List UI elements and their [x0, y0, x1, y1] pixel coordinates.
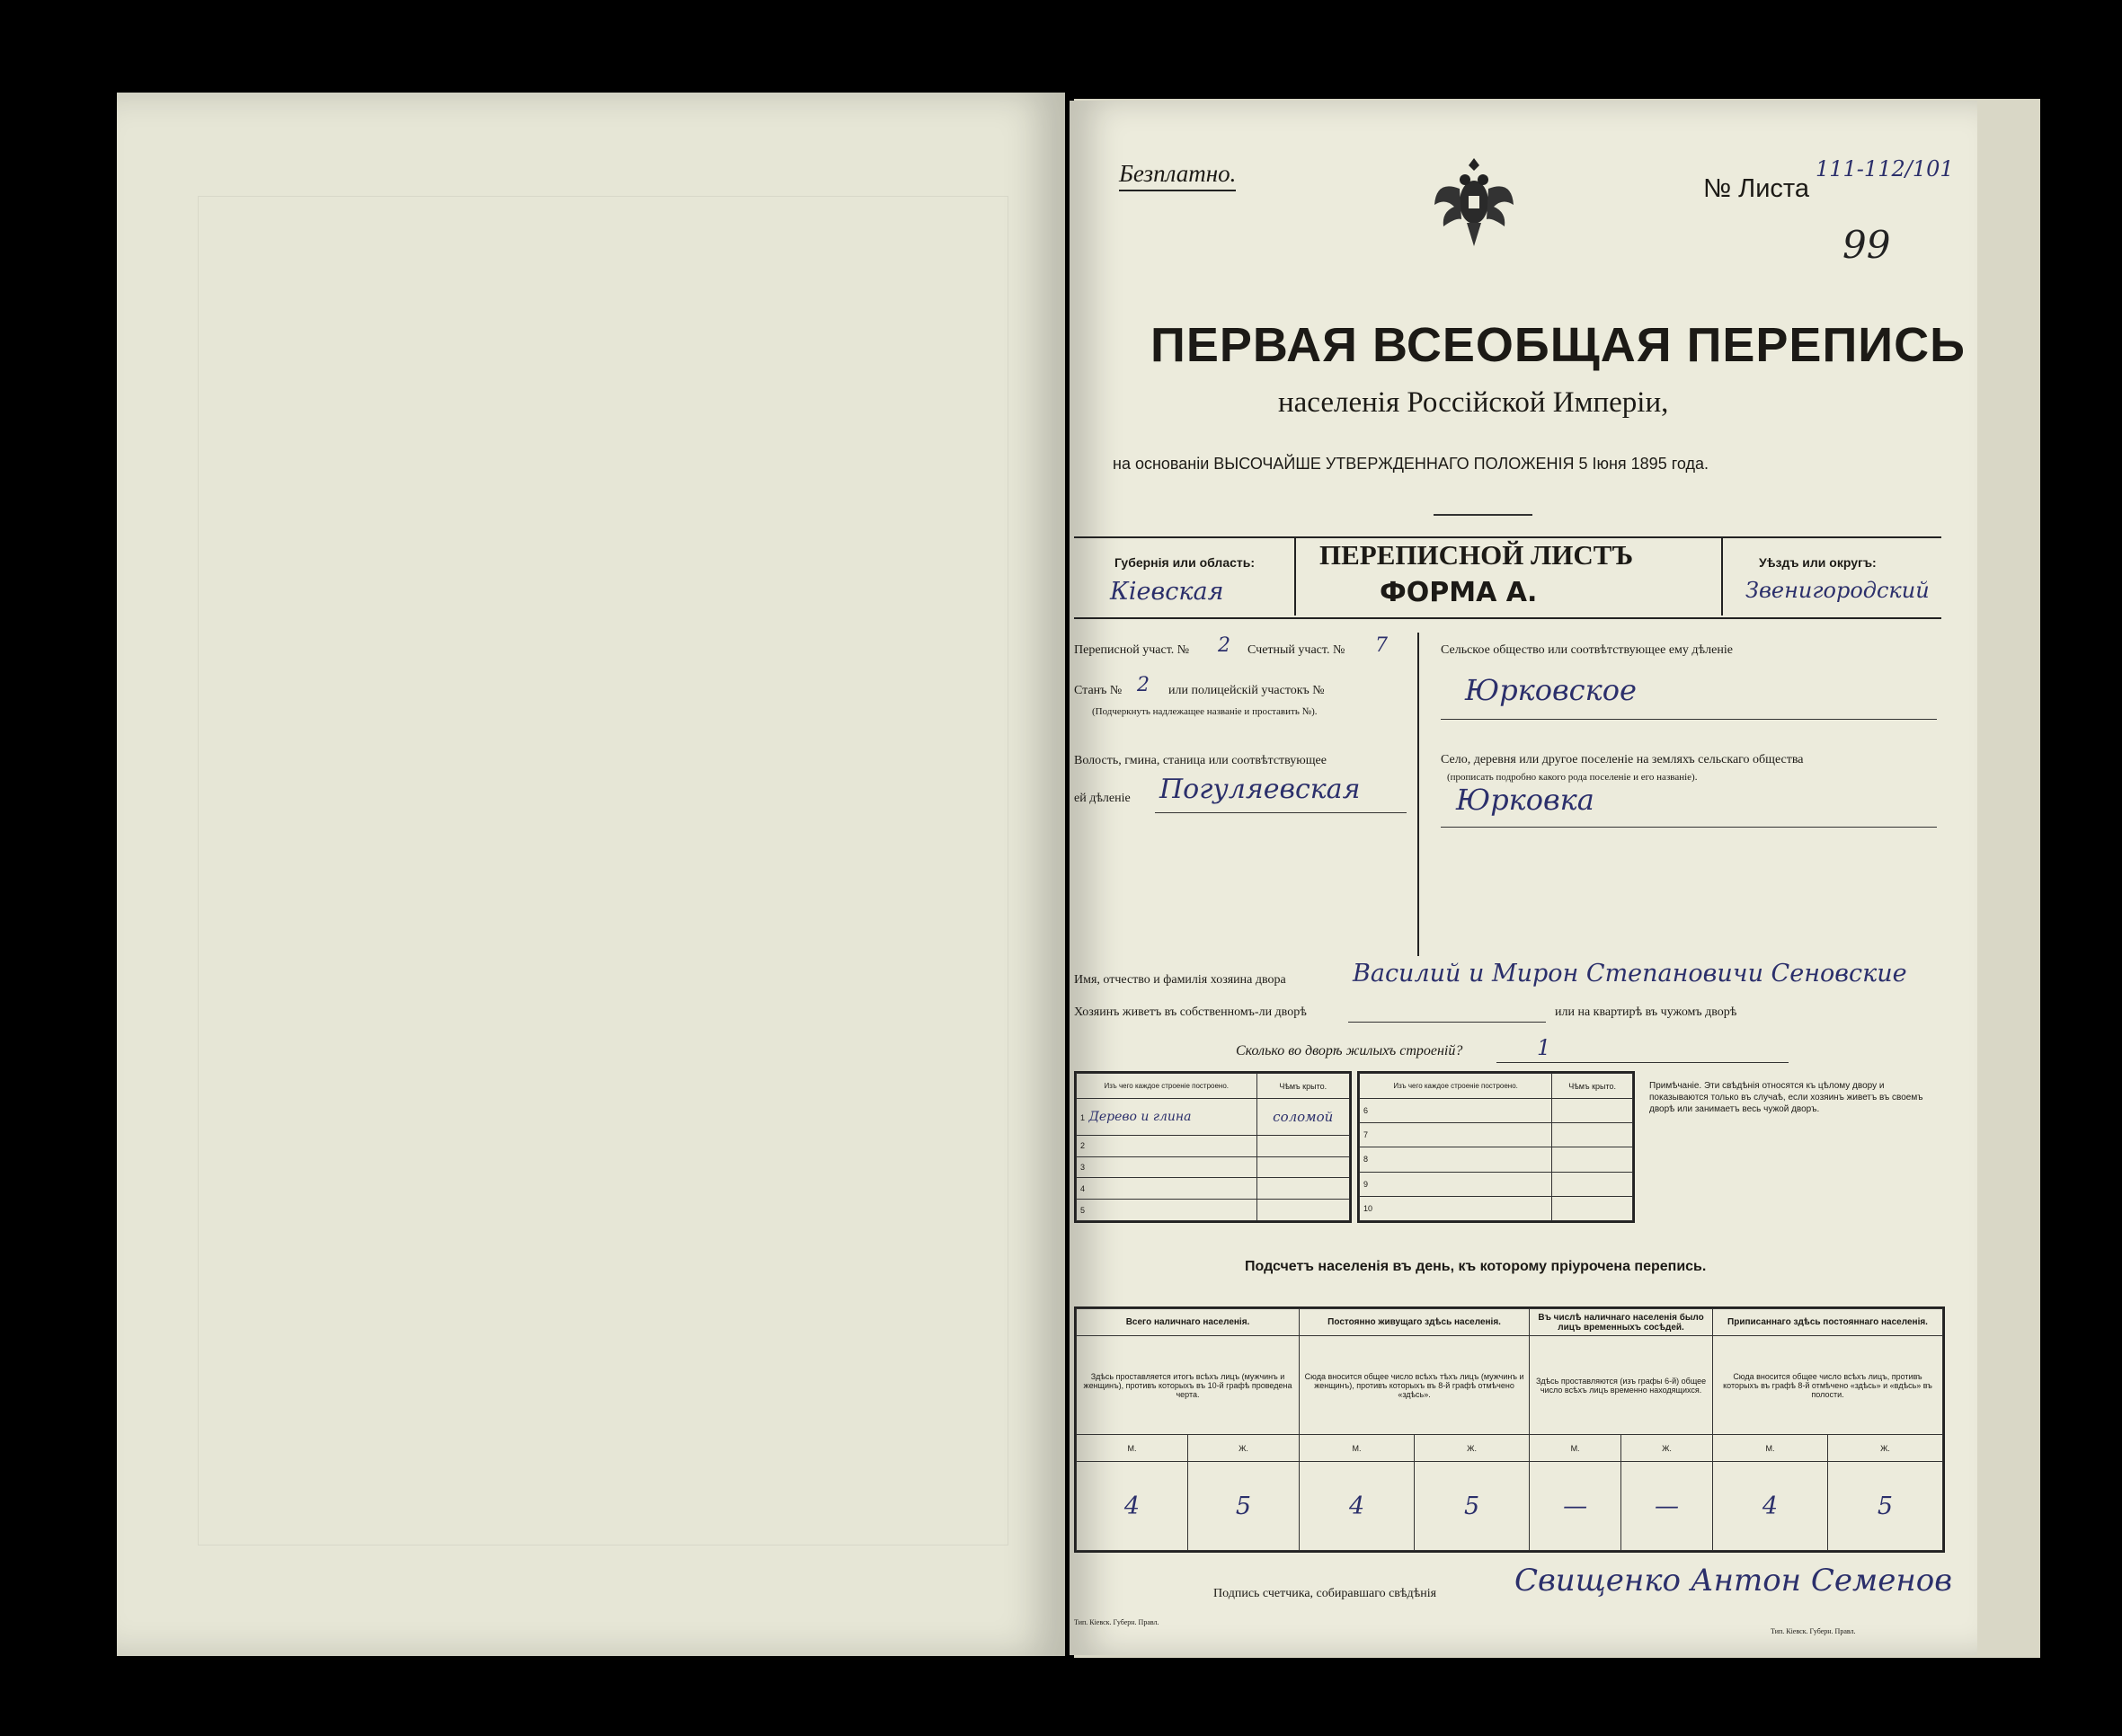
stan-suffix: или полицейскій участокъ №: [1168, 684, 1325, 697]
table-row: [1360, 1099, 1633, 1123]
buildings-underline: [1496, 1062, 1789, 1063]
counting-section-label: Счетный участ. №: [1247, 643, 1345, 657]
row-number: 7: [1360, 1123, 1552, 1147]
row-number: 3: [1077, 1156, 1257, 1178]
sheet-type: ПЕРЕПИСНОЙ ЛИСТЪ: [1319, 539, 1634, 571]
district-label: Уѣздъ или округъ:: [1759, 555, 1877, 570]
group-note: Здѣсь проставляются (изъ графы 6-й) общее число всѣхъ лицъ временно находящихся.: [1530, 1336, 1713, 1435]
volost-underline: [1155, 812, 1407, 813]
sheet-number-handwritten: 111-112/101: [1816, 156, 1954, 182]
census-section-value: 2: [1218, 634, 1230, 657]
female-label: Ж.: [1621, 1435, 1713, 1462]
regulation-basis: на основаніи ВЫСОЧАЙШЕ УТВЕРЖДЕННАГО ПОЛОЖЕНІЯ 5 Іюня 1895 года.: [1113, 455, 1709, 473]
volost-label-2: ей дѣленіе: [1074, 792, 1131, 805]
group-title: Всего наличнаго населенія.: [1077, 1309, 1300, 1336]
enumerator-signature: Свищенко Антон Семенов: [1514, 1563, 1952, 1599]
sheet-number-label: № Листа: [1703, 174, 1809, 203]
volost-label: Волость, гмина, станица или соотвѣтствующее: [1074, 754, 1327, 767]
buildings-label: Сколько во дворѣ жилыхъ строеній?: [1236, 1043, 1463, 1058]
male-count: 4: [1713, 1462, 1828, 1551]
male-label: М.: [1713, 1435, 1828, 1462]
stan-value: 2: [1137, 674, 1150, 696]
row-number: 4: [1077, 1178, 1257, 1200]
buildings-table-right: [1357, 1071, 1635, 1223]
group-title: Въ числѣ наличнаго населенія было лицъ временныхъ сосѣдей.: [1530, 1309, 1713, 1336]
owner-label: Имя, отчество и фамилія хозяина двора: [1074, 973, 1286, 987]
census-subtitle: населенія Россійской Имперіи,: [1278, 386, 1669, 419]
row-number: 10: [1360, 1196, 1552, 1220]
male-label: М.: [1300, 1435, 1415, 1462]
stan-label: Станъ №: [1074, 684, 1123, 697]
table-row: [1360, 1172, 1633, 1196]
roof-column-header: Чѣмъ крыто.: [1256, 1074, 1350, 1099]
printer-imprint-left: Тип. Кіевск. Губерн. Правл.: [1074, 1618, 1159, 1626]
row-number: 9: [1360, 1172, 1552, 1196]
census-form-page: [1070, 101, 1977, 1655]
owner-value: Василий и Мирон Степановичи Сеновские: [1353, 960, 1907, 988]
row-number: 1: [1080, 1113, 1086, 1122]
bleed-through-table: [198, 196, 1008, 1546]
left-blank-page: [117, 93, 1065, 1656]
row-number: 8: [1360, 1147, 1552, 1172]
buildings-table-left: [1074, 1071, 1352, 1223]
volost-value: Погуляевская: [1159, 774, 1361, 805]
table-row: [1077, 1178, 1350, 1200]
village-label: Село, деревня или другое поселеніе на земляхъ сельскаго общества: [1441, 753, 1804, 766]
table-row: [1360, 1123, 1633, 1147]
table-row: [1077, 1200, 1350, 1221]
row-number: 2: [1077, 1136, 1257, 1157]
male-label: М.: [1077, 1435, 1188, 1462]
free-of-charge-label: Безплатно.: [1119, 162, 1236, 191]
group-note: Сюда вносится общее число всѣхъ тѣхъ лицъ (мужчинъ и женщинъ), противъ которыхъ въ 8-й графѣ отмѣчено «здѣсь».: [1300, 1336, 1530, 1435]
row-number: 5: [1077, 1200, 1257, 1221]
building-roof: соломой: [1256, 1099, 1350, 1136]
female-count: 5: [1827, 1462, 1942, 1551]
form-letter: ФОРМА А.: [1380, 577, 1538, 608]
group-note: Здѣсь проставляется итогъ всѣхъ лицъ (мужчинъ и женщинъ), противъ которыхъ въ 10-й графѣ проведена черта.: [1077, 1336, 1300, 1435]
village-value: Юрковка: [1456, 783, 1594, 817]
female-count: 5: [1415, 1462, 1530, 1551]
material-column-header: Изъ чего каждое строеніе построено.: [1360, 1074, 1552, 1099]
printer-imprint-right: Тип. Кіевск. Губерн. Правл.: [1771, 1627, 1856, 1635]
counting-section-value: 7: [1375, 634, 1388, 657]
district-value: Звенигородский: [1745, 578, 1930, 603]
female-label: Ж.: [1415, 1435, 1530, 1462]
society-underline: [1441, 719, 1937, 720]
district-box: [1721, 536, 1943, 616]
table-row: [1077, 1099, 1350, 1136]
owner-lives-label: Хозяинъ живетъ въ собственномъ-ли дворѣ: [1074, 1005, 1307, 1019]
group-note: Сюда вносится общее число всѣхъ лицъ, противъ которыхъ въ графѣ 8-й отмѣчено «здѣсь» и «вдѣсь» въ полости.: [1713, 1336, 1943, 1435]
society-value: Юрковское: [1465, 673, 1637, 707]
province-box: [1074, 536, 1296, 616]
female-label: Ж.: [1187, 1435, 1299, 1462]
row-number: 6: [1360, 1099, 1552, 1123]
page-number-handwritten: 99: [1842, 223, 1891, 267]
buildings-note: Примѣчаніе. Эти свѣдѣнія относятся къ цѣлому двору и показываются только въ случаѣ, если хозяинъ живетъ въ своемъ дворѣ или занимаетъ весь чужой дворъ.: [1649, 1081, 1923, 1114]
province-value: Кіевская: [1110, 578, 1224, 606]
double-headed-eagle-icon: [1429, 153, 1519, 253]
male-count: —: [1530, 1462, 1621, 1551]
society-label: Сельское общество или соотвѣтствующее ему дѣленіе: [1441, 643, 1733, 657]
details-column-divider: [1417, 633, 1419, 956]
group-title: Постоянно живущаго здѣсь населенія.: [1300, 1309, 1530, 1336]
building-material: Дерево и глина: [1088, 1110, 1192, 1124]
buildings-value: 1: [1537, 1035, 1551, 1060]
village-note: (прописать подробно какого рода поселеніе и его названіе).: [1447, 772, 1698, 783]
ornament-divider: [1434, 514, 1532, 516]
population-heading: Подсчетъ населенія въ день, къ которому пріурочена перепись.: [1245, 1259, 1707, 1274]
owner-lives-line: [1348, 1022, 1546, 1023]
female-count: 5: [1187, 1462, 1299, 1551]
male-count: 4: [1077, 1462, 1188, 1551]
male-label: М.: [1530, 1435, 1621, 1462]
stan-note: (Подчеркнуть надлежащее названіе и проставить №).: [1092, 706, 1318, 717]
table-row: [1360, 1147, 1633, 1172]
female-label: Ж.: [1827, 1435, 1942, 1462]
province-label: Губернія или область:: [1114, 555, 1256, 570]
census-title: ПЕРВАЯ ВСЕОБЩАЯ ПЕРЕПИСЬ: [1150, 318, 1966, 372]
roof-column-header: Чѣмъ крыто.: [1552, 1074, 1633, 1099]
group-title: Приписаннаго здѣсь постояннаго населенія.: [1713, 1309, 1943, 1336]
population-table: [1074, 1306, 1945, 1553]
male-count: 4: [1300, 1462, 1415, 1551]
census-section-label: Переписной участ. №: [1074, 643, 1190, 657]
table-row: [1077, 1136, 1350, 1157]
table-row: [1360, 1196, 1633, 1220]
female-count: —: [1621, 1462, 1713, 1551]
signature-label: Подпись счетчика, собиравшаго свѣдѣнія: [1213, 1587, 1437, 1600]
village-underline: [1441, 827, 1937, 828]
rent-label: или на квартирѣ въ чужомъ дворѣ: [1555, 1005, 1737, 1019]
table-row: [1077, 1156, 1350, 1178]
material-column-header: Изъ чего каждое строеніе построено.: [1077, 1074, 1257, 1099]
